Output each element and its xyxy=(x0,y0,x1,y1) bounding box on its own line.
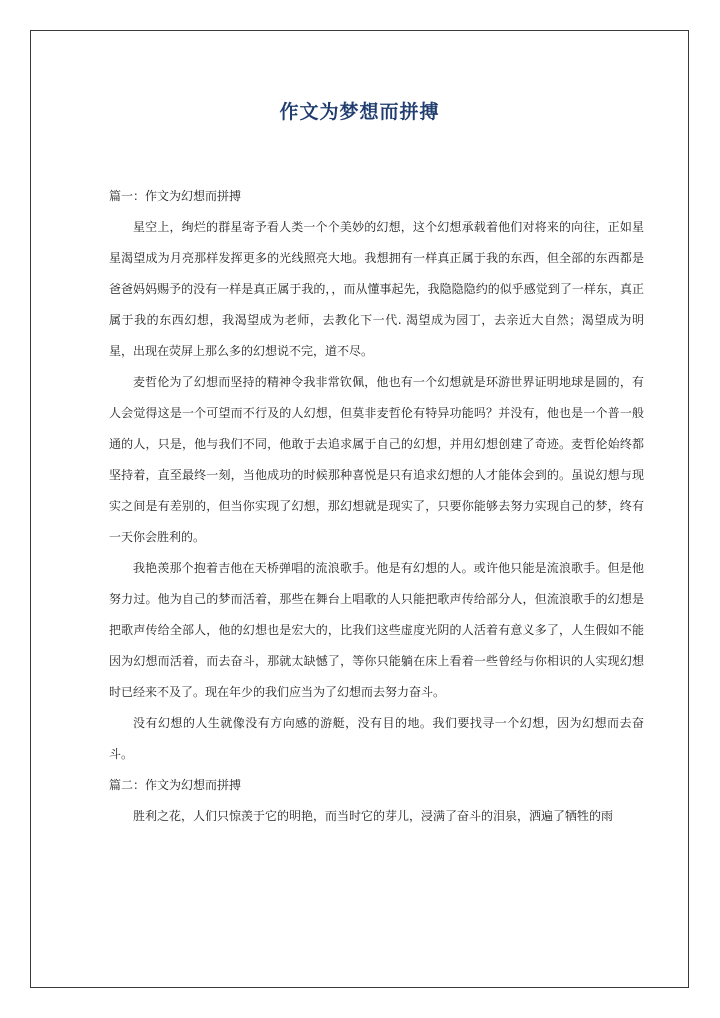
document-body xyxy=(109,181,644,832)
paragraph: 没有幻想的人生就像没有方向感的游艇，没有目的地。我们要找寻一个幻想，因为幻想而去奋斗。 xyxy=(109,716,644,761)
essay-section-2 xyxy=(109,770,644,832)
paragraph: 星空上，绚烂的群星寄予看人类一个个美妙的幻想，这个幻想承载着他们对将来的向往，正如星星渴望成为月亮那样发挥更多的光线照亮大地。我想拥有一样真正属于我的东西，但全部的东西都是爸爸妈妈赐予的没有一样是真正属于我的，，而从懂事起先，我隐隐隐约的似乎感觉到了一样东，真正属于我的东西幻想，我渴望成为老师，去教化下一代. 渴望成为园丁，去亲近大自然；渴望成为明星，出现在荧屏上那么多的幻想说不完，道不尽。 xyxy=(109,220,644,358)
document-title: 作文为梦想而拼搏 xyxy=(279,101,440,123)
section-heading: 篇一：作文为幻想而拼搏 xyxy=(109,189,242,203)
paragraph: 麦哲伦为了幻想而坚持的精神令我非常钦佩，他也有一个幻想就是环游世界证明地球是圆的，有人会觉得这是一个可望而不行及的人幻想，但莫非麦哲伦有特异功能吗？并没有，他也是一个普一般通的人，只是，他与我们不同，他敢于去追求属于自己的幻想，并用幻想创建了奇迹。麦哲伦始终都坚持着，直至最终一刻，当他成功的时候那种喜悦是只有追求幻想的人才能体会到的。虽说幻想与现实之间是有差别的，但当你实现了幻想，那幻想就是现实了，只要你能够去努力实现自己的梦，终有一天你会胜利的。 xyxy=(109,375,644,544)
section-heading: 篇二：作文为幻想而拼搏 xyxy=(109,778,242,792)
document-page xyxy=(30,30,689,988)
paragraph: 胜利之花，人们只惊羡于它的明艳，而当时它的芽儿，浸满了奋斗的泪泉，洒遍了牺牲的雨 xyxy=(133,809,614,823)
essay-section-1 xyxy=(109,181,644,770)
paragraph: 我艳羡那个抱着吉他在天桥弹唱的流浪歌手。他是有幻想的人。或许他只能是流浪歌手。但是他努力过。他为自己的梦而活着，那些在舞台上唱歌的人只能把歌声传给部分人，但流浪歌手的幻想是把歌声传给全部人，他的幻想也是宏大的，比我们这些虚度光阴的人活着有意义多了，人生假如不能因为幻想而活着，而去奋斗，那就太缺憾了，等你只能躺在床上看着一些曾经与你相识的人实现幻想时已经来不及了。现在年少的我们应当为了幻想而去努力奋斗。 xyxy=(109,561,644,699)
